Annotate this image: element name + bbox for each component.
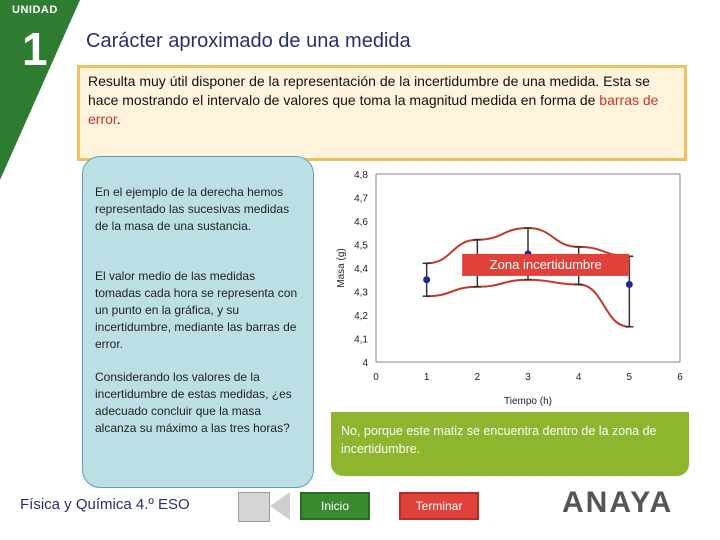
intro-box (77, 65, 687, 161)
x-tick-label: 4 (575, 372, 582, 383)
terminar-button[interactable]: Terminar (399, 492, 479, 520)
back-arrow-icon[interactable] (270, 492, 290, 520)
y-tick-label: 4 (362, 358, 368, 369)
unit-number: 1 (22, 23, 48, 75)
intro-highlight: barras de error (88, 92, 659, 127)
uncertainty-zone-label: Zona incertidumbre (489, 256, 602, 272)
y-tick-label: 4,1 (354, 334, 368, 346)
data-point (423, 276, 430, 283)
panel-paragraph-1: En el ejemplo de la derecha hemos representado las sucesivas medidas de la masa de una sustancia. (95, 185, 290, 233)
y-tick-label: 4,7 (354, 193, 368, 205)
mass-chart (318, 162, 698, 412)
y-tick-label: 4,2 (354, 311, 368, 322)
back-button[interactable] (238, 492, 270, 522)
y-axis-label: Masa (g) (336, 248, 347, 288)
x-tick-label: 2 (474, 372, 481, 383)
x-axis-label: Tiempo (h) (504, 396, 552, 407)
panel-paragraph-3: Considerando los valores de la incertidumbre de estas medidas, ¿es adecuado concluir que la masa alcanza su máximo a las tres horas? (95, 370, 292, 435)
y-tick-label: 4,5 (354, 240, 368, 252)
y-tick-label: 4,3 (354, 287, 368, 299)
y-tick-label: 4,4 (354, 264, 368, 275)
x-tick-label: 5 (626, 372, 633, 383)
unit-label: UNIDAD (12, 4, 58, 16)
page-title: Carácter aproximado de una medida (86, 30, 411, 52)
logo-text: ANAYA (562, 486, 674, 519)
x-tick-label: 6 (677, 372, 683, 383)
y-tick-label: 4,6 (354, 217, 368, 228)
data-point (626, 281, 633, 288)
anaya-logo (562, 482, 687, 522)
answer-text: No, porque este matiz se encuentra dentro de la zona de incertidumbre. (341, 424, 657, 456)
intro-text: Resulta muy útil disponer de la representación de la incertidumbre de una medida. Esta se hace mostrando el intervalo de valores que toma la magnitud medida en forma de (88, 73, 650, 108)
panel-paragraph-2: El valor medio de las medidas tomadas cada hora se representa con un punto en la gráfica, y su incertidumbre, mediante las barras de error. (95, 269, 298, 351)
x-tick-label: 3 (525, 372, 531, 383)
x-tick-label: 0 (373, 372, 379, 383)
intro-end: . (116, 111, 121, 127)
inicio-button[interactable]: Inicio (300, 492, 370, 520)
subject-label: Física y Química 4.º ESO (20, 496, 190, 513)
x-tick-label: 1 (423, 372, 430, 383)
y-tick-label: 4,8 (354, 170, 368, 181)
